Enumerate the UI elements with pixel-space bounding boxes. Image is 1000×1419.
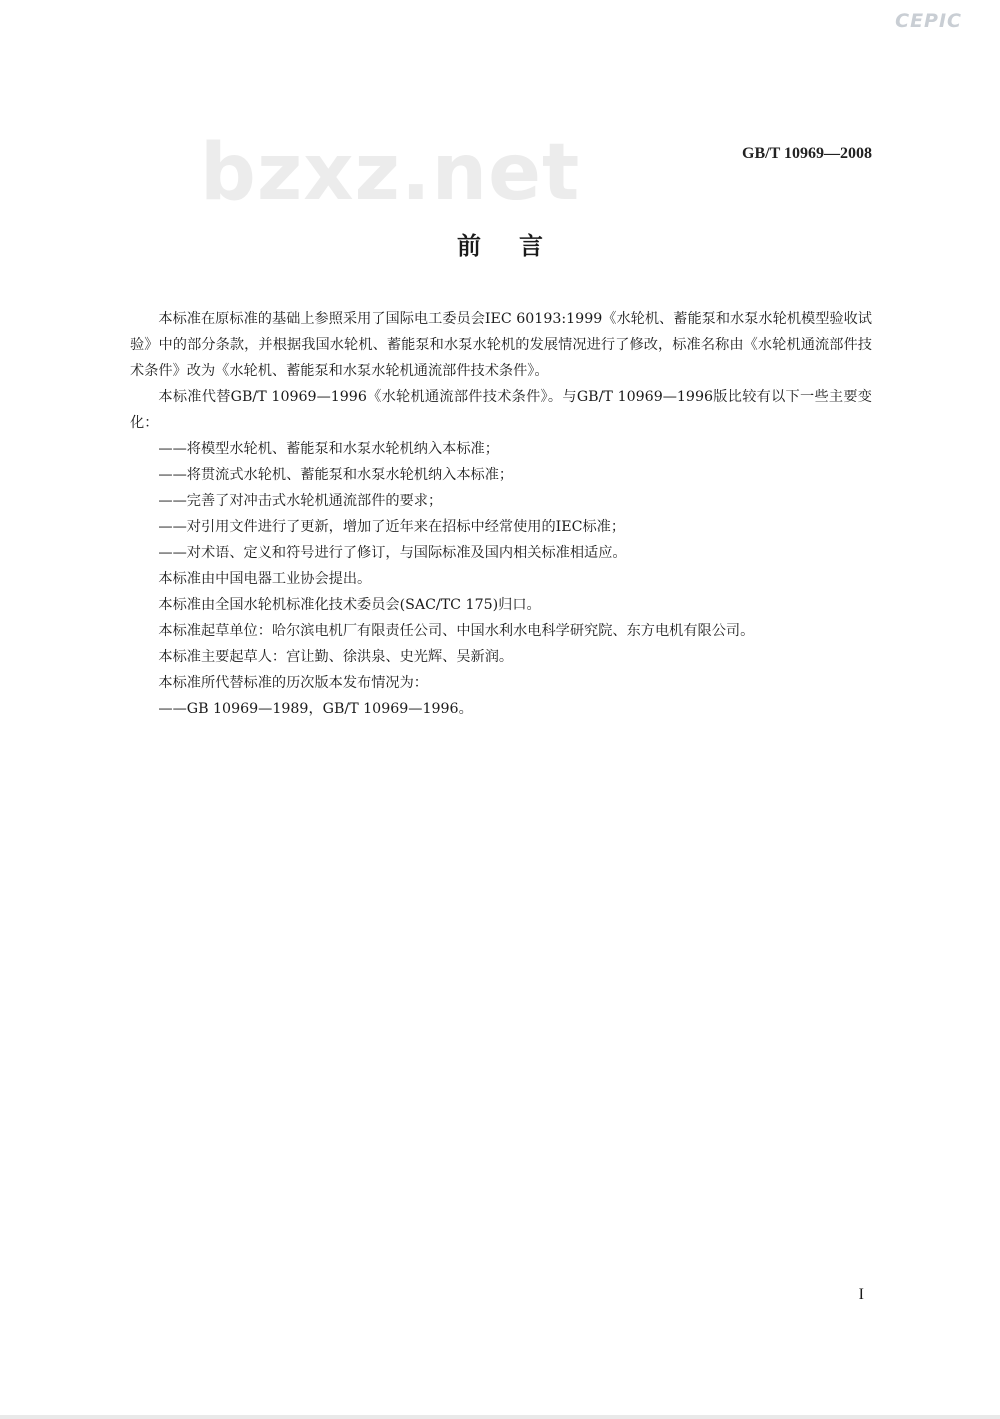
page-bottom-edge: [0, 1415, 1000, 1419]
preface-body: [130, 306, 872, 722]
list-item: ——对术语、定义和符号进行了修订，与国际标准及国内相关标准相适应。: [158, 545, 627, 561]
list-item: ——将模型水轮机、蓄能泵和水泵水轮机纳入本标准；: [158, 441, 499, 457]
page-number: I: [858, 1286, 864, 1303]
page-title: 前言: [457, 231, 581, 260]
drafting-units-line: 本标准起草单位：哈尔滨电机厂有限责任公司、中国水利水电科学研究院、东方电机有限公司。: [158, 623, 755, 639]
history-heading: 本标准所代替标准的历次版本发布情况为：: [158, 675, 428, 691]
list-item: ——完善了对冲击式水轮机通流部件的要求；: [158, 493, 443, 509]
paragraph-intro: 本标准在原标准的基础上参照采用了国际电工委员会IEC 60193:1999《水轮机、蓄能泵和水泵水轮机模型验收试验》中的部分条款，并根据我国水轮机、蓄能泵和水泵水轮机的发展情况进行了修改，标准名称由《水轮机通流部件技术条件》改为《水轮机、蓄能泵和水泵水轮机通流部件技术条件》。: [130, 311, 872, 379]
list-item: ——将贯流式水轮机、蓄能泵和水泵水轮机纳入本标准；: [158, 467, 514, 483]
committee-line: 本标准由全国水轮机标准化技术委员会(SAC/TC 175)归口。: [158, 597, 541, 613]
cepic-logo: CEPIC: [895, 10, 962, 32]
proposer-line: 本标准由中国电器工业协会提出。: [158, 571, 372, 587]
changes-list: [130, 436, 872, 566]
watermark: bzxz.net: [200, 128, 581, 218]
paragraph-replacement: 本标准代替GB/T 10969—1996《水轮机通流部件技术条件》。与GB/T 10969—1996版比较有以下一些主要变化：: [130, 389, 872, 431]
history-item: ——GB 10969—1989，GB/T 10969—1996。: [158, 701, 473, 717]
list-item: ——对引用文件进行了更新，增加了近年来在招标中经常使用的IEC标准；: [158, 519, 626, 535]
standard-number: GB/T 10969—2008: [742, 145, 872, 162]
drafters-line: 本标准主要起草人：宫让勤、徐洪泉、史光辉、吴新润。: [158, 649, 514, 665]
